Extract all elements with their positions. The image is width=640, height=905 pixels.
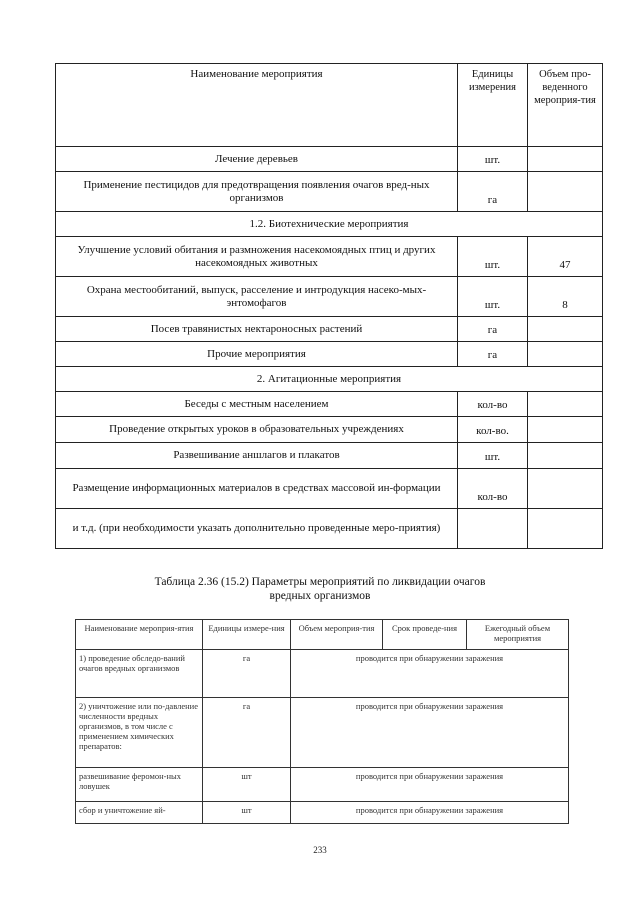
row-value: 47: [528, 237, 603, 277]
row-unit: га: [458, 342, 528, 367]
table-row: [56, 147, 603, 172]
table-row: [56, 443, 603, 469]
row-unit: шт: [203, 768, 291, 802]
row-value: [528, 509, 603, 549]
section-row: [56, 212, 603, 237]
section-title: 1.2. Биотехнические мероприятия: [56, 212, 603, 237]
row-value: [528, 172, 603, 212]
row-name: и т.д. (при необходимости указать дополнительно проведенные меро-приятия): [56, 509, 458, 549]
row-name: Размещение информационных материалов в средствах массовой ин-формации: [56, 469, 458, 509]
header-activity-name: Наименование мероприятия: [56, 64, 458, 147]
table-row: [56, 392, 603, 417]
row-name: 1) проведение обследо-ваний очагов вредных организмов: [76, 650, 203, 698]
section-title: 2. Агитационные мероприятия: [56, 367, 603, 392]
table-header-row: [56, 64, 603, 147]
table-caption: [0, 575, 640, 603]
row-value: [528, 417, 603, 443]
section-row: [56, 367, 603, 392]
header-unit: Единицы измере-ния: [203, 620, 291, 650]
header-volume: Объем мероприя-тия: [291, 620, 383, 650]
row-unit: шт.: [458, 237, 528, 277]
pest-elimination-table: [75, 619, 569, 824]
row-name: Улучшение условий обитания и размножения насекомоядных птиц и других насекомоядных животных: [56, 237, 458, 277]
table-row: [56, 277, 603, 317]
row-name: Развешивание аншлагов и плакатов: [56, 443, 458, 469]
page-number: 233: [313, 845, 327, 855]
row-name: Прочие мероприятия: [56, 342, 458, 367]
row-note: проводится при обнаружении заражения: [291, 650, 569, 698]
row-name: 2) уничтожение или по-давление численности вредных организмов, в том числе с применением химических препаратов:: [76, 698, 203, 768]
activities-table: [55, 63, 603, 549]
row-value: [528, 469, 603, 509]
row-unit: шт.: [458, 147, 528, 172]
row-unit: кол-во.: [458, 417, 528, 443]
row-unit: [458, 509, 528, 549]
row-name: сбор и уничтожение яй-: [76, 802, 203, 824]
table-row: [56, 172, 603, 212]
row-unit: шт.: [458, 443, 528, 469]
table-row: [76, 698, 569, 768]
header-volume: Объем про-веденного мероприя-тия: [528, 64, 603, 147]
row-unit: шт.: [458, 277, 528, 317]
row-value: [528, 392, 603, 417]
caption-line-1: Таблица 2.36 (15.2) Параметры мероприятий по ликвидации очагов: [154, 576, 486, 588]
row-name: Посев травянистых нектароносных растений: [56, 317, 458, 342]
table-header-row: [76, 620, 569, 650]
table-row: [56, 342, 603, 367]
table-row: [56, 237, 603, 277]
row-unit: га: [458, 317, 528, 342]
table-row: [56, 417, 603, 443]
row-name: Проведение открытых уроков в образовательных учреждениях: [56, 417, 458, 443]
row-value: 8: [528, 277, 603, 317]
table-row: [76, 650, 569, 698]
row-unit: кол-во: [458, 469, 528, 509]
row-note: проводится при обнаружении заражения: [291, 698, 569, 768]
row-unit: га: [203, 650, 291, 698]
row-name: Беседы с местным населением: [56, 392, 458, 417]
row-value: [528, 147, 603, 172]
row-name: Применение пестицидов для предотвращения появления очагов вред-ных организмов: [56, 172, 458, 212]
caption-line-2: вредных организмов: [269, 590, 371, 602]
row-unit: га: [458, 172, 528, 212]
row-unit: га: [203, 698, 291, 768]
row-note: проводится при обнаружении заражения: [291, 768, 569, 802]
row-value: [528, 342, 603, 367]
row-name: Лечение деревьев: [56, 147, 458, 172]
row-note: проводится при обнаружении заражения: [291, 802, 569, 824]
header-period: Срок проведе-ния: [383, 620, 467, 650]
header-activity-name: Наименование мероприя-ятия: [76, 620, 203, 650]
row-value: [528, 443, 603, 469]
row-name: развешивание феромон-ных ловушек: [76, 768, 203, 802]
table-row: [56, 317, 603, 342]
row-name: Охрана местообитаний, выпуск, расселение и интродукция насеко-мых-энтомофагов: [56, 277, 458, 317]
table-row: [76, 802, 569, 824]
table-row: [56, 469, 603, 509]
table-row: [76, 768, 569, 802]
row-unit: кол-во: [458, 392, 528, 417]
row-value: [528, 317, 603, 342]
table-row: [56, 509, 603, 549]
header-unit: Единицы измерения: [458, 64, 528, 147]
header-annual-volume: Ежегодный объем мероприятия: [467, 620, 569, 650]
row-unit: шт: [203, 802, 291, 824]
